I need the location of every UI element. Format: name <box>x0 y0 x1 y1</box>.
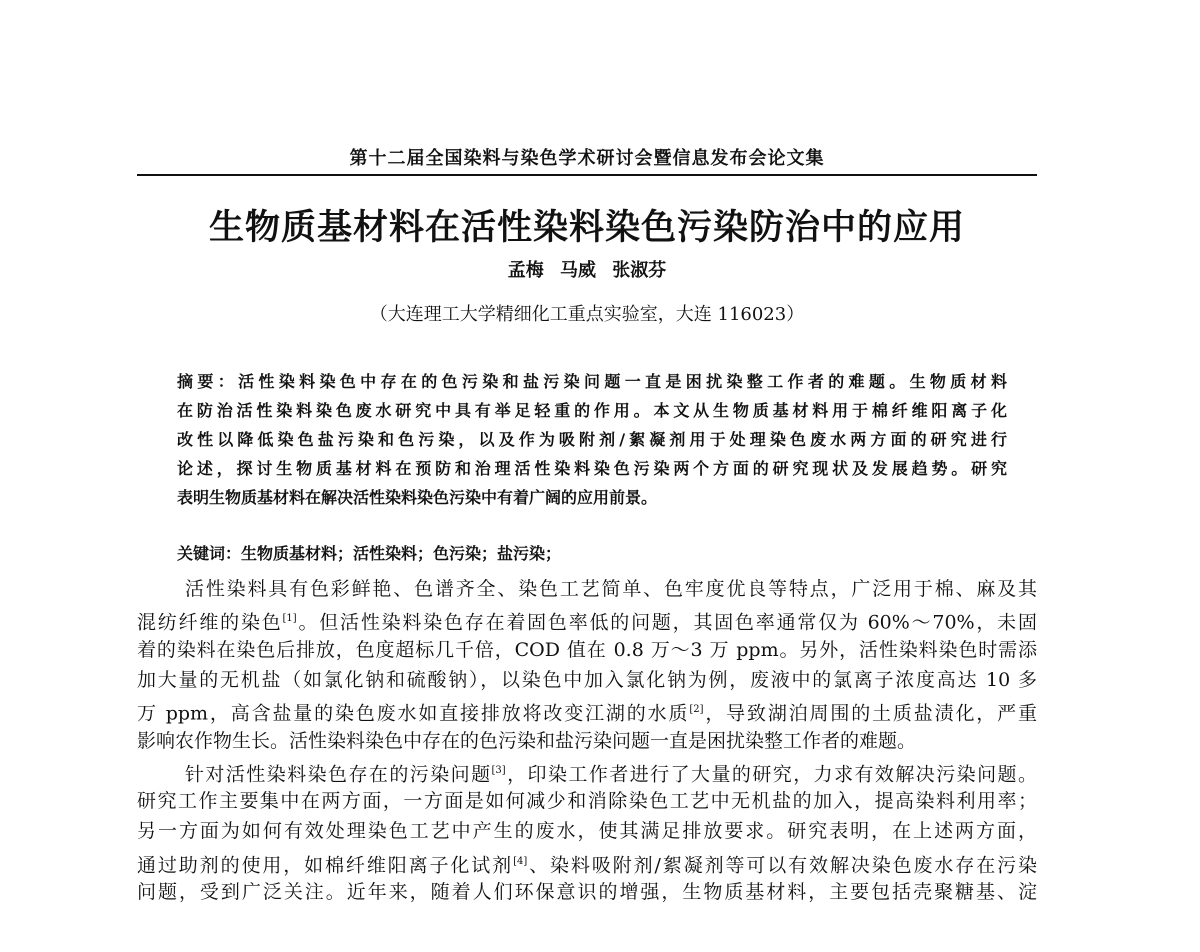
abstract-label: 摘要： <box>177 372 239 391</box>
abstract-text: 在防治活性染料染色废水研究中具有举足轻重的作用。本文从生物质基材料用于棉纤维阳离子化 <box>177 401 1007 420</box>
citation: [3] <box>491 764 506 776</box>
abstract-text: 表明生物质基材料在解决活性染料染色污染中有着广阔的应用前景。 <box>177 488 658 507</box>
paper-title: 生物质基材料在活性染料染色污染防治中的应用 <box>208 207 965 248</box>
authors <box>137 256 1037 282</box>
affiliation: （大连理工大学精细化工重点实验室，大连 116023） <box>369 304 805 325</box>
abstract-line <box>177 372 1007 392</box>
body-line <box>137 669 1037 691</box>
abstract-line <box>177 459 1007 479</box>
body-line <box>137 578 1037 600</box>
body-text-span: 活性染料具有色彩鲜艳、色谱齐全、染色工艺简单、色牢度优良等特点，广泛用于棉、麻及其 <box>185 578 1037 600</box>
body-text-span: 针对活性染料染色存在的污染问题 <box>185 763 492 786</box>
body-line <box>137 820 1037 842</box>
body-text-span: ，导致湖泊周围的土质盐渍化，严重 <box>703 702 1037 725</box>
abstract-line <box>177 430 1007 450</box>
body-text-span: 另一方面为如何有效处理染色工艺中产生的废水，使其满足排放要求。研究表明，在上述两方面， <box>137 820 1037 843</box>
body-text-span: 。但活性染料染色存在着固色率低的问题，其固色率通常仅为 60%～70%，未固 <box>296 611 1037 634</box>
body-text-span: 着的染料在染色后排放，色度超标几千倍，COD 值在 0.8 万～3 万 ppm。另外，活性染料染色时需添 <box>137 638 1037 661</box>
body-line <box>137 699 1037 724</box>
body-line <box>137 760 1037 785</box>
body-line <box>137 790 1037 812</box>
body-text-span: 万 ppm，高含盐量的染色废水如直接排放将改变江湖的水质 <box>137 702 690 725</box>
author: 马威 <box>560 260 596 281</box>
citation: [4] <box>513 855 528 867</box>
abstract-line <box>177 488 1007 508</box>
body-line <box>137 881 1037 903</box>
abstract-text: 改性以降低染色盐污染和色污染，以及作为吸附剂/絮凝剂用于处理染色废水两方面的研究进行 <box>177 430 1007 449</box>
keywords-text: 生物质基材料；活性染料；色污染；盐污染； <box>241 544 562 563</box>
header-rule <box>137 174 1037 176</box>
body-line <box>137 639 1037 661</box>
body-text-span: 加大量的无机盐（如氯化钠和硫酸钠），以染色中加入氯化钠为例，废液中的氯离子浓度高达 10 多 <box>137 668 1037 691</box>
abstract-text: 论述，探讨生物质基材料在预防和治理活性染料染色污染两个方面的研究现状及发展趋势。研究 <box>177 459 1007 478</box>
abstract-line <box>177 401 1007 421</box>
running-header: 第十二届全国染料与染色学术研讨会暨信息发布会论文集 <box>349 148 825 169</box>
body-text-span: 通过助剂的使用，如棉纤维阳离子化试剂 <box>137 854 514 877</box>
author: 张淑芬 <box>612 260 667 281</box>
body-text-span: 研究工作主要集中在两方面，一方面是如何减少和消除染色工艺中无机盐的加入，提高染料利用率； <box>137 790 1037 813</box>
body-text-span: 、染料吸附剂/絮凝剂等可以有效解决染色废水存在污染 <box>527 854 1037 877</box>
citation: [2] <box>689 704 704 716</box>
body-line <box>137 608 1037 633</box>
body-text-span: 问题，受到广泛关注。近年来，随着人们环保意识的增强，生物质基材料，主要包括壳聚糖基、淀 <box>137 881 1037 903</box>
body-text-span: 影响农作物生长。活性染料染色中存在的色污染和盐污染问题一直是困扰染整工作者的难题。 <box>137 729 917 752</box>
abstract-text: 活性染料染色中存在的色污染和盐污染问题一直是困扰染整工作者的难题。生物质材料 <box>238 372 1007 391</box>
body-line <box>137 730 1037 752</box>
body-text-span: ，印染工作者进行了大量的研究，力求有效解决污染问题。 <box>505 763 1037 786</box>
body-line <box>137 851 1037 876</box>
keywords <box>177 544 1007 564</box>
keywords-label: 关键词： <box>177 544 242 563</box>
citation: [1] <box>282 613 297 625</box>
body-text-span: 混纺纤维的染色 <box>137 611 283 634</box>
author: 孟梅 <box>507 260 544 281</box>
